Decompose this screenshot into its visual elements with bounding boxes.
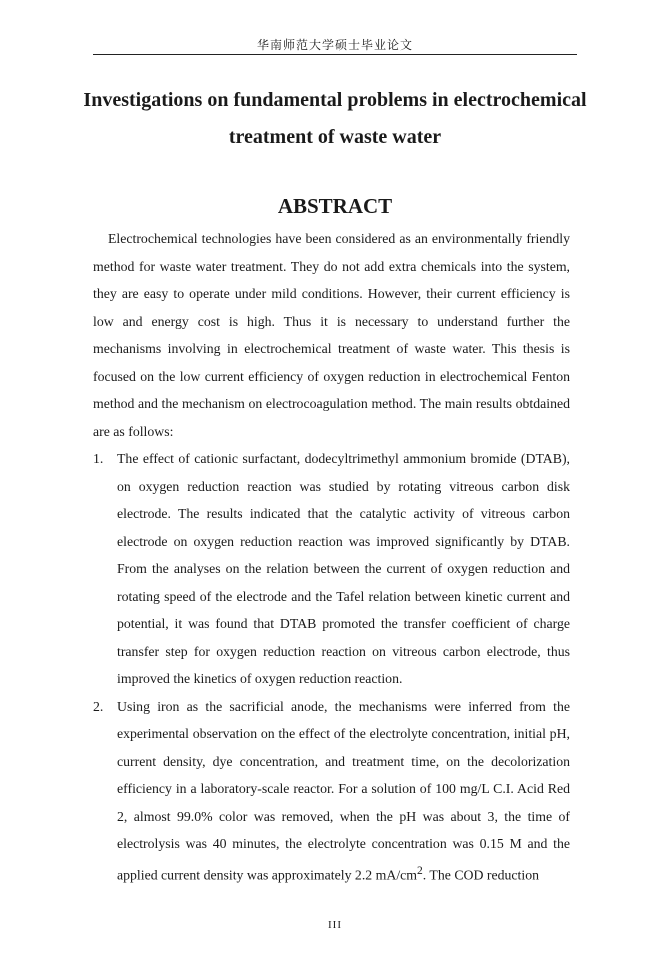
result-item-number: 2. [93,698,104,714]
results-list [93,445,570,889]
result-item-tail: . The COD reduction [422,867,539,883]
abstract-heading: ABSTRACT [277,194,393,218]
superscript: 2 [417,864,423,877]
abstract-intro: Electrochemical technologies have been considered as an environmentally friendly method for waste water treatment. They do not add extra chemicals into the system, they are easy to operate under mild conditions. However, their current efficiency is low and energy cost is high. Thus it is necessary to understand further the mechanisms involving in electrochemical treatment of waste water. This thesis is focused on the low current efficiency of oxygen reduction in electrochemical Fenton method and the mechanism on electrocoagulation method. The main results obtdained are as follows: [93,231,570,439]
thesis-title: Investigations on fundamental problems in electrochemical treatment of waste water [83,89,587,148]
result-item-text: The effect of cationic surfactant, dodecyltrimethyl ammonium bromide (DTAB), on oxygen reduction reaction was studied by rotating vitreous carbon disk electrode. The results indicated that the catalytic activity of vitreous carbon electrode on oxygen reduction reaction was improved significantly by DTAB. From the analyses on the relation between the current of oxygen reduction and rotating speed of the electrode and the Tafel relation between kinetic current and potential, it was found that DTAB promoted the transfer coefficient of charge transfer step for oxygen reduction reaction on vitreous carbon electrode, thus improved the kinetics of oxygen reduction reaction. [117,451,570,686]
abstract-body [93,225,570,889]
result-item-number: 1. [93,451,104,466]
result-item-1 [93,445,570,693]
result-item-2 [93,693,570,889]
running-header: 华南师范大学硕士毕业论文 [256,38,413,52]
header-rule [93,54,577,55]
page-number: III [328,919,342,931]
result-item-text: Using iron as the sacrificial anode, the mechanisms were inferred from the experimental observation on the effect of the electrolyte concentration, initial pH, current density, dye concentration, and treatment time, on the decolorization efficiency in a laboratory-scale reactor. For a solution of 100 mg/L C.I. Acid Red 2, almost 99.0% color was removed, when the pH was about 3, the time of electrolysis was 40 minutes, the electrolyte concentration was 0.15 M and the applied current density was approximately 2.2 mA/cm [117,698,570,883]
